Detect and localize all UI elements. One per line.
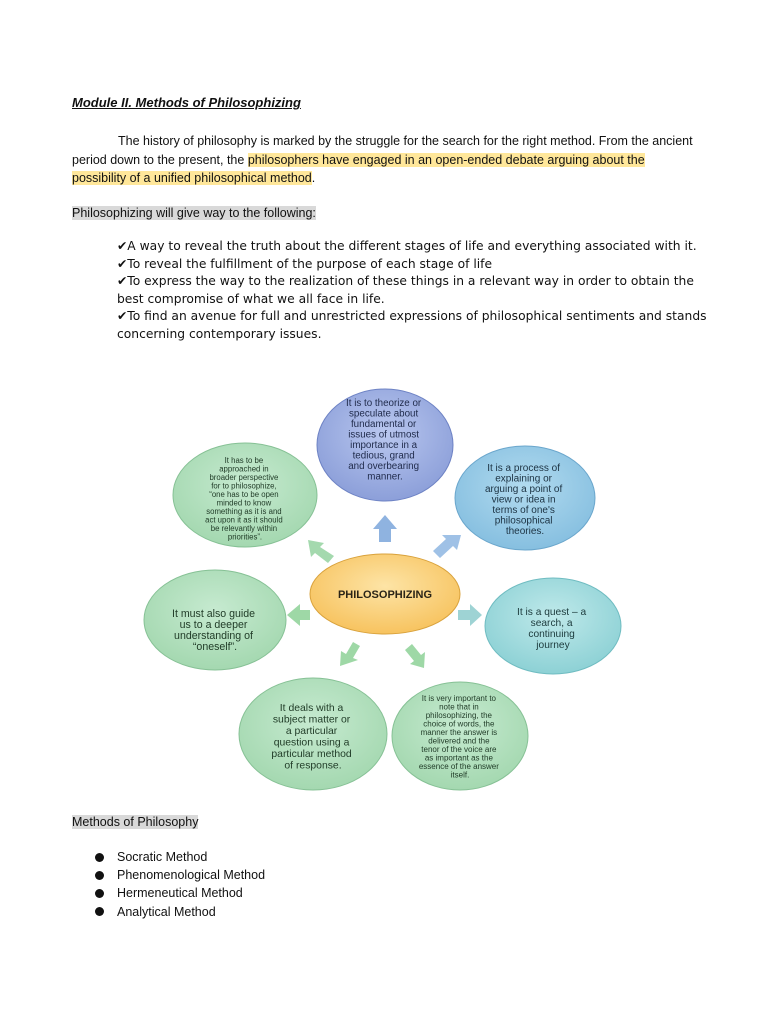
checklist xyxy=(117,238,707,344)
bubble-left-line: “oneself”. xyxy=(192,641,238,653)
bubble-upper-left xyxy=(173,443,317,547)
bubble-upper-right xyxy=(455,446,595,550)
arrow-lower-left-icon xyxy=(340,642,360,666)
bubble-left-line: us to a deeper xyxy=(179,619,248,631)
list-item xyxy=(95,884,265,902)
bubble-upper-left-line: act upon it as it should xyxy=(205,515,283,525)
bubble-upper-left-line: for to philosophize, xyxy=(211,481,277,491)
bubble-upper-right-line: terms of one's xyxy=(492,505,555,516)
bubble-top-line: issues of utmost xyxy=(348,429,420,441)
bubble-lower-left-line: particular method xyxy=(271,749,352,760)
bubble-lower-right-line: itself. xyxy=(450,770,470,780)
bubble-right xyxy=(485,578,621,674)
bubble-upper-left-line: It has to be xyxy=(224,456,264,465)
intro-highlight: philosophers have engaged in an open-ended debate arguing about the possibility of a unified philosophical method xyxy=(72,152,645,185)
arrow-right-icon xyxy=(458,604,482,626)
arrow-up-icon xyxy=(373,515,397,542)
bubble-top-line: and overbearing xyxy=(348,461,420,472)
arrow-upper-right-icon xyxy=(433,535,461,558)
bubble-lower-right-line: manner the answer is xyxy=(420,728,498,737)
bullet-icon xyxy=(95,871,104,880)
bubble-upper-right-line: philosophical xyxy=(494,515,553,527)
bubble-upper-right-line: It is a process of xyxy=(487,463,561,474)
svg-text:It is to theorize or spe xyxy=(346,398,424,483)
bullet-icon xyxy=(95,907,104,916)
bubble-lower-left-line: subject matter or xyxy=(272,714,351,726)
checklist-item: ✔To express the way to the realization of these things in a relevant way in order to obtain the best compromise of what we all face in life. xyxy=(117,274,694,306)
list-item xyxy=(95,866,265,884)
bubble-upper-left-line: minded to know xyxy=(216,498,272,508)
bubble-right-line: continuing xyxy=(528,629,575,640)
bullet-icon xyxy=(95,853,104,862)
method-label: Phenomenological Method xyxy=(117,868,266,883)
bubble-top-line: fundamental or xyxy=(350,419,417,430)
bubble-right-line: It is a quest – a xyxy=(517,607,587,618)
bubble-top-line: tedious, grand xyxy=(352,450,415,462)
bubble-upper-right-line: explaining or xyxy=(495,473,552,485)
bubble-left xyxy=(144,570,286,670)
lead-line xyxy=(72,204,316,222)
bubble-upper-right-line: view or idea in xyxy=(491,494,556,506)
bubble-upper-left-line: approached in xyxy=(219,464,269,474)
checklist-item: ✔To find an avenue for full and unrestricted expressions of philosophical sentiments and stands concerning contemporary issues. xyxy=(117,309,707,341)
bubble-lower-left-line: question using a xyxy=(273,737,350,749)
bubble-center xyxy=(310,554,460,634)
bubble-lower-right-line: choice of words, the xyxy=(423,719,495,729)
bubble-lower-right-line: tenor of the voice are xyxy=(421,745,497,754)
philosophizing-diagram xyxy=(140,382,630,794)
bubble-left-line: understanding of xyxy=(174,630,253,642)
bubble-top-line: speculate about xyxy=(349,408,419,420)
bubble-lower-right-line: as important as the xyxy=(424,753,493,763)
bubble-lower-left xyxy=(239,678,387,790)
lead-highlight: Philosophizing will give way to the following: xyxy=(72,206,316,220)
module-title: Module II. Methods of Philosophizing xyxy=(72,95,301,110)
bullet-icon xyxy=(95,889,104,898)
arrow-left-icon xyxy=(287,604,310,626)
center-label: PHILOSOPHIZING xyxy=(337,589,433,601)
method-label: Analytical Method xyxy=(117,904,216,919)
bubble-lower-right xyxy=(392,682,528,790)
bubble-upper-right-line: arguing a point of xyxy=(484,484,563,495)
arrow-lower-right-icon xyxy=(405,644,425,668)
bubble-lower-left-line: of response. xyxy=(284,760,342,772)
list-item xyxy=(95,903,265,921)
checklist-item: ✔To reveal the fulfillment of the purpose of each stage of life xyxy=(117,256,493,271)
intro-text-start: The history of philosophy is marked by the struggle for the search for the right method. From the ancient period down to the present, the xyxy=(72,134,693,167)
bubble-upper-left-line: something as it is and xyxy=(206,507,282,516)
bubble-upper-left-line: be relevantly within xyxy=(210,524,278,533)
intro-paragraph xyxy=(72,132,697,188)
methods-heading: Methods of Philosophy xyxy=(72,815,199,829)
bubble-lower-right-line: philosophizing, the xyxy=(425,711,493,720)
bubble-upper-left-line: priorities”. xyxy=(227,532,263,542)
bubble-lower-right-line: delivered and the xyxy=(428,736,490,746)
list-item xyxy=(95,848,265,866)
bubble-right-line: search, a xyxy=(530,618,573,629)
bubble-top-line: manner. xyxy=(367,471,403,483)
bubble-top-line: importance in a xyxy=(350,440,418,451)
checklist-item: ✔A way to reveal the truth about the different stages of life and everything associated with it. xyxy=(117,239,697,253)
bubble-lower-right-line: essence of the answer xyxy=(418,762,499,771)
intro-text-end: . xyxy=(311,171,316,185)
method-label: Socratic Method xyxy=(117,850,208,864)
bubble-upper-left-line: “one has to be open xyxy=(209,490,279,499)
methods-heading-line xyxy=(72,813,198,831)
bubble-upper-right-line: theories. xyxy=(505,526,545,537)
bubble-right-line: journey xyxy=(536,640,570,651)
bubble-lower-right-line: It is very important to xyxy=(421,694,497,703)
bubble-lower-left-line: It deals with a xyxy=(279,703,344,714)
bubble-lower-left-line: a particular xyxy=(285,726,338,737)
arrow-upper-left-icon xyxy=(308,540,334,563)
bubble-upper-left-line: broader perspective xyxy=(209,473,279,482)
svg-text:It is a process of expla xyxy=(485,463,565,537)
bubble-lower-right-line: note that in xyxy=(439,702,479,712)
bubble-top-line: It is to theorize or xyxy=(346,398,422,409)
bubble-left-line: It must also guide xyxy=(172,608,256,620)
bubble-top xyxy=(317,389,453,501)
method-label: Hermeneutical Method xyxy=(117,886,243,901)
methods-list xyxy=(95,848,265,921)
